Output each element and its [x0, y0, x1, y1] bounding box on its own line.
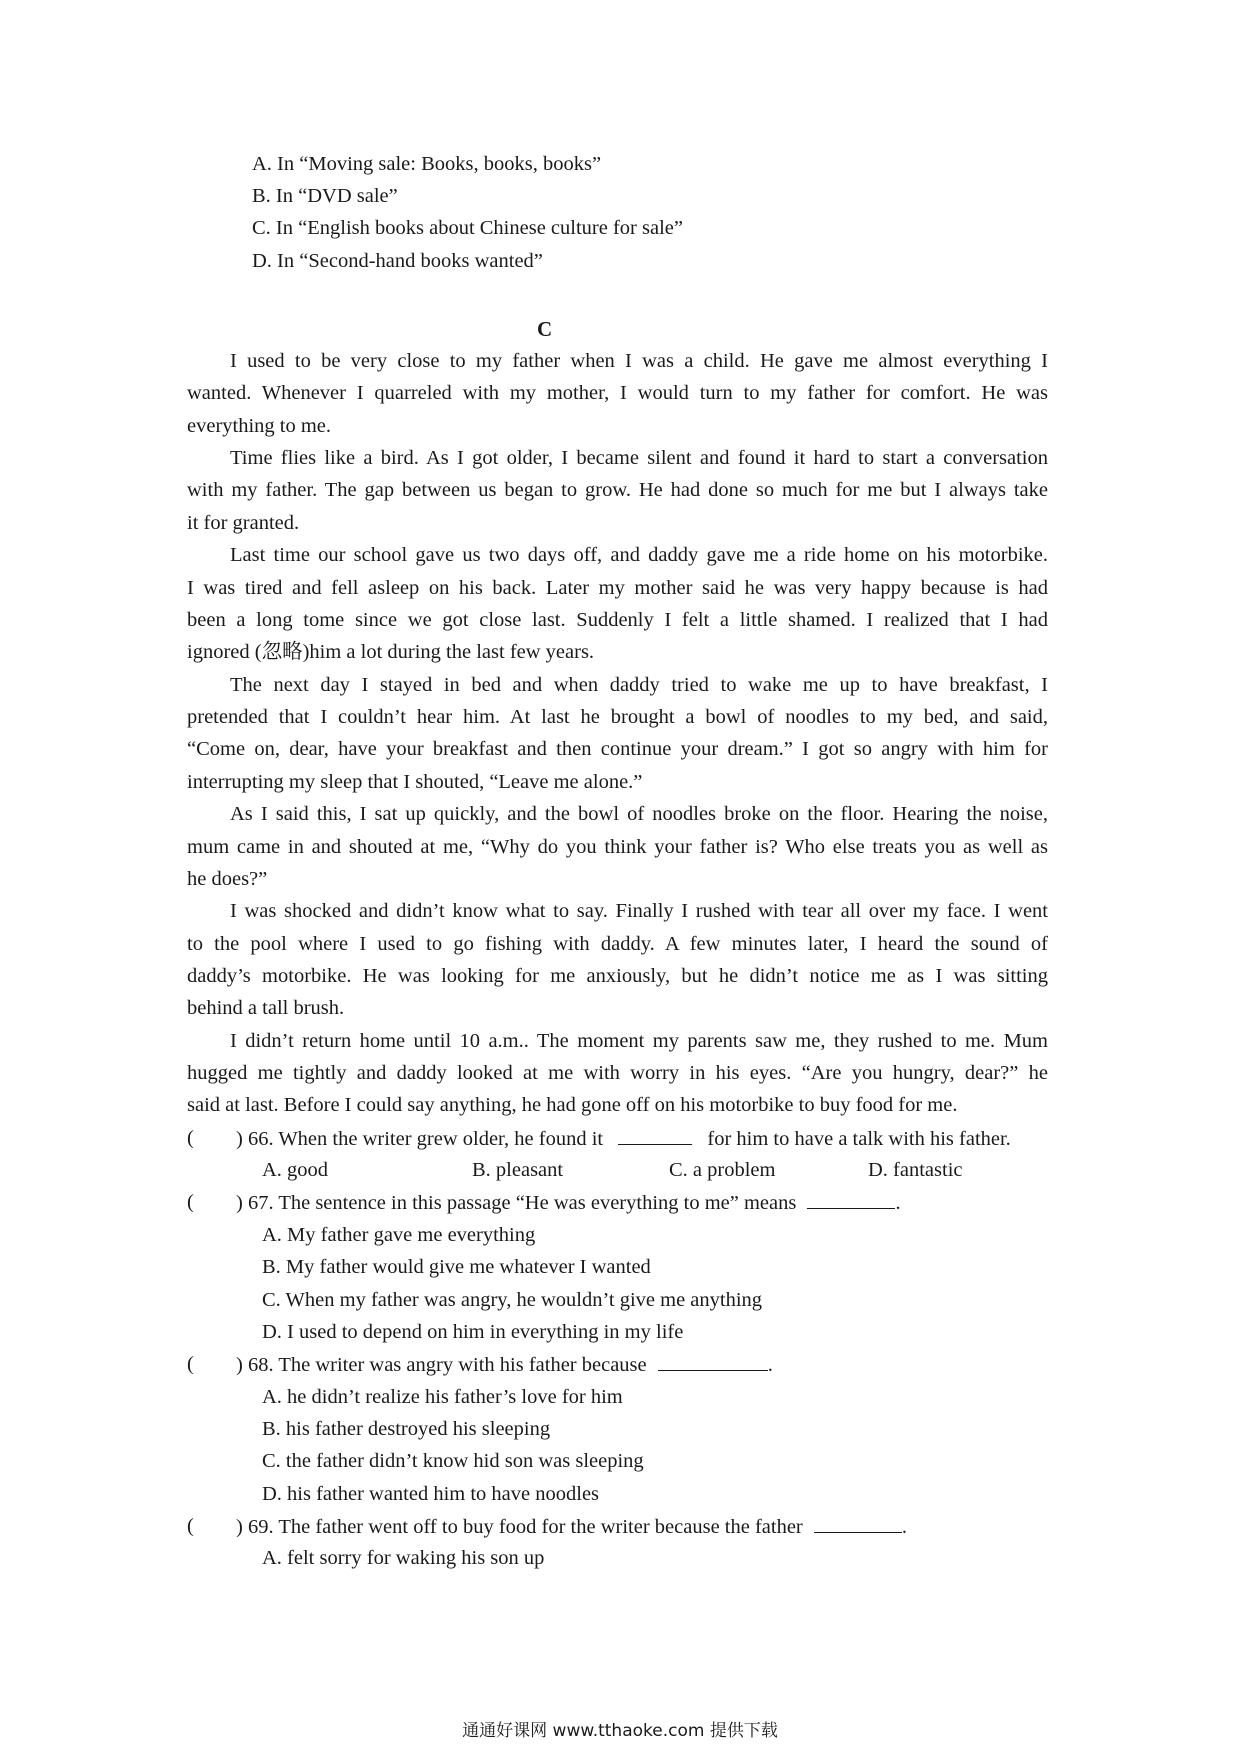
question-67-stem-end: . [895, 1192, 901, 1214]
answer-paren: ( [187, 1191, 194, 1213]
question-69-stem: ) 69. The father went off to buy food for the writer because the father [236, 1516, 803, 1538]
question-69-stem-end: . [901, 1516, 908, 1538]
passage-line: ignored (忽略)him a lot during the last few years. [187, 641, 595, 663]
question-67 [236, 1190, 901, 1215]
q67-option-c: C. When my father was angry, he wouldn’t give me anything [262, 1289, 763, 1311]
answer-blank[interactable] [807, 1190, 895, 1209]
passage-line: he does?” [187, 868, 268, 890]
passage-line: with my father. The gap between us began to grow. He had done so much for me but I always take [187, 479, 1048, 501]
passage-line: wanted. Whenever I quarreled with my mother, I would turn to my father for comfort. He was [187, 382, 1048, 404]
passage-line: I didn’t return home until 10 a.m.. The moment my parents saw me, they rushed to me. Mum [230, 1030, 1048, 1052]
answer-blank[interactable] [814, 1514, 902, 1533]
q67-option-b: B. My father would give me whatever I wanted [262, 1256, 651, 1278]
passage-line: The next day I stayed in bed and when daddy tried to wake me up to have breakfast, I [230, 674, 1048, 696]
question-69 [236, 1514, 907, 1539]
passage-line: pretended that I couldn’t hear him. At last he brought a bowl of noodles to my bed, and said, [187, 706, 1048, 728]
passage-line: to the pool where I used to go fishing with daddy. A few minutes later, I heard the sound of [187, 933, 1048, 955]
prev-option-c: C. In “English books about Chinese culture for sale” [252, 217, 683, 239]
q66-option-a: A. good [262, 1159, 329, 1181]
passage-line: daddy’s motorbike. He was looking for me anxiously, but he didn’t notice me as I was sitting [187, 965, 1048, 987]
q67-option-d: D. I used to depend on him in everything in my life [262, 1321, 684, 1343]
q66-option-d: D. fantastic [868, 1159, 963, 1181]
q68-option-d: D. his father wanted him to have noodles [262, 1483, 600, 1505]
page-footer: 通通好课网 www.tthaoke.com 提供下载 [462, 1721, 778, 1741]
passage-line: everything to me. [187, 415, 332, 437]
q68-option-c: C. the father didn’t know hid son was sleeping [262, 1450, 644, 1472]
q68-option-b: B. his father destroyed his sleeping [262, 1418, 551, 1440]
answer-paren: ( [187, 1353, 194, 1375]
question-68 [236, 1352, 773, 1377]
q66-option-b: B. pleasant [472, 1159, 564, 1181]
section-heading: C [537, 317, 553, 341]
passage-line: I used to be very close to my father when I was a child. He gave me almost everything I [230, 350, 1048, 372]
question-68-stem-end: . [767, 1354, 773, 1376]
passage-line: As I said this, I sat up quickly, and the bowl of noodles broke on the floor. Hearing the noise, [230, 803, 1048, 825]
question-67-stem: ) 67. The sentence in this passage “He was everything to me” means [236, 1192, 797, 1214]
question-66-stem-end: for him to have a talk with his father. [707, 1128, 1011, 1150]
passage-line: mum came in and shouted at me, “Why do you think your father is? Who else treats you as well as [187, 836, 1048, 858]
q67-option-a: A. My father gave me everything [262, 1224, 536, 1246]
answer-blank[interactable] [658, 1352, 768, 1371]
question-66-stem: ) 66. When the writer grew older, he found it [236, 1128, 604, 1150]
passage-line: hugged me tightly and daddy looked at me with worry in his eyes. “Are you hungry, dear?” he [187, 1062, 1048, 1084]
passage-line: I was tired and fell asleep on his back. Later my mother said he was very happy because is had [187, 577, 1048, 599]
passage-line: been a long tome since we got close last. Suddenly I felt a little shamed. I realized that I had [187, 609, 1048, 631]
prev-option-d: D. In “Second-hand books wanted” [252, 250, 543, 272]
answer-paren: ( [187, 1515, 194, 1537]
passage-line: I was shocked and didn’t know what to say. Finally I rushed with tear all over my face. I went [230, 900, 1048, 922]
passage-line: it for granted. [187, 512, 300, 534]
passage-line: said at last. Before I could say anything, he had gone off on his motorbike to buy food for me. [187, 1094, 958, 1116]
q69-option-a: A. felt sorry for waking his son up [262, 1547, 545, 1569]
passage-line: interrupting my sleep that I shouted, “Leave me alone.” [187, 771, 643, 793]
passage-line: behind a tall brush. [187, 997, 345, 1019]
q66-option-c: C. a problem [669, 1159, 776, 1181]
q68-option-a: A. he didn’t realize his father’s love for him [262, 1386, 623, 1408]
prev-option-a: A. In “Moving sale: Books, books, books” [252, 153, 602, 175]
answer-blank[interactable] [618, 1126, 692, 1145]
passage-line: Time flies like a bird. As I got older, I became silent and found it hard to start a conversation [230, 447, 1048, 469]
question-66 [236, 1126, 1011, 1151]
passage-line: Last time our school gave us two days off, and daddy gave me a ride home on his motorbike. [230, 544, 1048, 566]
answer-paren: ( [187, 1127, 194, 1149]
passage-line: “Come on, dear, have your breakfast and then continue your dream.” I got so angry with him for [187, 738, 1048, 760]
prev-option-b: B. In “DVD sale” [252, 185, 398, 207]
question-68-stem: ) 68. The writer was angry with his father because [236, 1354, 647, 1376]
